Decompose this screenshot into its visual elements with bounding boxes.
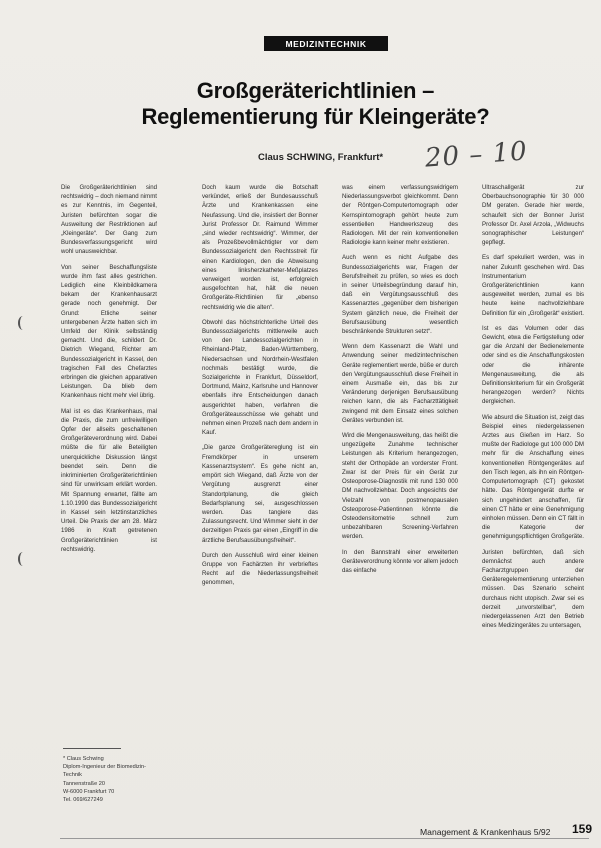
journal-footer: Management & Krankenhaus 5/92 bbox=[420, 827, 551, 837]
paragraph: Obwohl das höchstrichterliche Urteil des Bundessozialgerichts mittlerweile auch von den Landessozialgerichten in Rheinland-Pfalz, Baden-Württemberg, Niedersachsen und Nordrhein-Westfalen nochmals bestätigt wurde, die Sozialgerichte in Frankfurt, Düsseldorf, Dortmund, Mainz, Karlsruhe und Hannover ebenfalls ihre Entscheidungen danach ausgerichtet haben, verfahren die Großgeräteausschüsse wie gehabt und nehmen einen Prozeß nach dem andern in Kauf. bbox=[202, 318, 318, 437]
paragraph: „Die ganze Großgerätereglung ist ein Fremdkörper in unserem Kassenarztsystem“. Es gehe nicht an, empört sich Wiegand, daß Ärzte von der Vergütung ausgrenzt einer Standortplanung, die gleich Bedarfsplanung sei, ausgeschlossen werden. Das tangiere das Zulassungsrecht. Und Wimmer sieht in der derzeitigen Praxis gar einen „Eingriff in die ärztliche Berufsausübungsfreiheit“. bbox=[202, 444, 318, 544]
title-line-1: Großgeräterichtlinien – bbox=[196, 78, 435, 103]
author-footnote bbox=[63, 755, 163, 804]
paragraph: Auch wenn es nicht Aufgabe des Bundessozialgerichts war, Fragen der Berufsfreiheit zu prüfen, so wies es doch in seiner Urteilsbegründung darauf hin, daß ein Vergütungsausschluß des Kassenarztes „gegenüber dem bisherigen System gänzlich neue, die Freiheit der Berufsausübung wesentlich beschränkende Strukturen setzt“. bbox=[342, 254, 458, 336]
text-column-2 bbox=[202, 183, 318, 594]
paragraph: Juristen befürchten, daß sich demnächst auch andere Facharztgruppen der Geräteregelementierung unterziehen müssen. Das Szenario scheint durchaus nicht utopisch. Zwar sei es derzeit „unvorstellbar“, dem niedergelassenen Arzt den Betrieb eines Medizingerätes zu untersagen, bbox=[482, 548, 584, 630]
footnote-line: Tel. 069/627249 bbox=[63, 797, 103, 804]
paragraph: Mal ist es das Krankenhaus, mal die Praxis, die zum unfreiwilligen Opfer der allseits geschaltenen Großgeräteverordnung wird. Dabei müßte die für alle Beteiligten unerquickliche Diskussion längst beendet sein. Denn die inkriminierten Großgeräterichtlinien sind für unwirksam erklärt worden. Mit Spannung erwartet, fällte am 1.10.1990 das Bundessozialgericht in Kassel sein letztinstanzliches Urteil. Die Praxis der am 28. März 1986 in Kraft getretenen Großgeräterichtlinien ist rechtswidrig. bbox=[61, 407, 157, 553]
footnote-line: * Claus Schwing bbox=[63, 756, 104, 762]
paragraph: Durch den Ausschluß wird einer kleinen Gruppe von Fachärzten ihr verbrieftes Recht auf die Niederlassungsfreiheit genommen, bbox=[202, 551, 318, 587]
text-column-1 bbox=[61, 183, 157, 560]
paragraph: Es darf spekuliert werden, was in naher Zukunft geschehen wird. Das Instrumentarium Großgeräterichtlinien kann ausgeweitet werden, zumal es bis heute keine nachvollziehbare Definition für ein „Großgerät“ existiert. bbox=[482, 254, 584, 317]
punch-hole-mark bbox=[18, 316, 28, 330]
text-column-3 bbox=[342, 183, 458, 581]
paragraph: Wenn dem Kassenarzt die Wahl und Anwendung seiner medizintechnischen Geräte reglementiert werde, büße er durch den Vergütungsausschluß diese Freiheit in einem Ausmaße ein, das bis zur Veränderung derjenigen Berufsausübung reichen kann, die als Facharzttätigkeit zwingend mit dem Einsatz eines solchen Gerätes verbunden ist. bbox=[342, 343, 458, 424]
footnote-line: Technik bbox=[63, 772, 82, 779]
paragraph: Wird die Mengenausweitung, das heißt die ungezügelte Zunahme technischer Leistungen als Kriterium herangezogen, steht der Orthopäde an vorderster Front. Zwar ist der Preis für ein Gerät zur Osteoporose-Diagnostik mit rund 130 000 DM nachvollziehbar. Doch angesichts der Vielzahl von postmenopausalen Osteoporose-Patientinnen könnte die Osteodensitometrie schnell zum unbezahlbaren Screening-Verfahren werden. bbox=[342, 432, 458, 541]
title-line-2: Reglementierung für Kleingeräte? bbox=[141, 104, 490, 129]
paragraph: Ist es das Volumen oder das Gewicht, etwa die Fertigstellung oder gar die Anzahl der Bedienelemente oder sind es die Anschaffungskosten oder die inhärente Mengenausweitung, die als Definitionskriterium für ein Großgerät herangezogen werden? Nichts dergleichen. bbox=[482, 324, 584, 406]
page-number: 159 bbox=[572, 822, 593, 836]
article-title bbox=[70, 78, 561, 130]
footnote-line: Tannenstraße 20 bbox=[63, 780, 105, 787]
paragraph: Die Großgeräterichtlinien sind rechtswidrig – doch niemand nimmt es zur Kenntnis, im Gegenteil, Juristen befürchten sogar die Ausweitung der Restriktionen auf „Kleingeräte“. Der Gang zum Bundesverfassungsgericht wird wohl unausweichbar. bbox=[61, 184, 157, 256]
section-label: MEDIZINTECHNIK bbox=[264, 36, 388, 51]
footnote-divider bbox=[63, 748, 121, 749]
bottom-divider bbox=[60, 838, 589, 839]
punch-hole-mark bbox=[18, 552, 28, 566]
paragraph: In den Bannstrahl einer erweiterten Geräteverordnung könnte vor allem jedoch das einfache bbox=[342, 548, 458, 574]
text-column-4 bbox=[482, 183, 584, 636]
paragraph: Von seiner Beschaffungsliste wurde ihm fast alles gestrichen. Lediglich eine Kleinbildkamera bekam der Krankenhausarzt gerade noch genehmigt. Der Grund: Etliche seiner untergebenen Ärzte hatten sich im Umfeld der Klinik selbständig gemacht. Und die, schildert Dr. Dietrich Wiegand, Richter am Bundessozialgericht in Kassel, den tragischen Fall des Chefarztes erbringen die gleichen apparativen Leistungen. Da blieb dem Krankenhaus nicht mehr viel übrig. bbox=[61, 263, 157, 400]
paragraph: Doch kaum wurde die Botschaft verkündet, erließ der Bundesausschuß Ärzte und Krankenkassen eine Neufassung. Und die, insistiert der Bonner Jurist Professor Dr. Raimund Wimmer „sind wieder rechtswidrig“. Wimmer, der als Prozeßbevollmächtigter vor dem Bundessozialgericht den Rechtsstreit für einen Kardiologen, den die Abweisung eines linksherzkatheter-Meßplatzes verweigert worden ist, erfolgreich ausgefochten hat, hält die neuen Großgeräte-Richtlinien für „ebenso rechtswidrig wie die alten“. bbox=[202, 184, 318, 311]
paragraph: Ultraschallgerät zur Oberbauchsonographie für 30 000 DM geraten. Gerade hier werde, schaufelt sich der Bonner Jurist Professor Dr. Axel Arzola, „Widwuchs sonographischer Leistungen“ gepflegt. bbox=[482, 184, 584, 247]
paragraph: was einem verfassungswidrigem Niederlassungsverbot gleichkommt. Denn der Röntgen-Computertomograph oder Kernspintomograph gehört heute zum essentiellen Handwerkszeug des Radiologen. Mit der rein konventionellen Radiologie kann keiner mehr existieren. bbox=[342, 184, 458, 247]
footnote-line: W-6000 Frankfurt 70 bbox=[63, 788, 115, 795]
paragraph: Wie absurd die Situation ist, zeigt das Beispiel eines niedergelassenen Arztes aus Gießen im Harz. So mußte der Radiologe gut 100 000 DM mehr für die Anschaffung eines konventionellen Röntgengerätes auf den Tisch legen, als ihn ein Röntgen-Computertomograph (CT) gekostet hätte. Das Röntgengerät durfte er sich ungehindert anschaffen, für einen CT hätte er eine Genehmigung einholen müssen. Denn ein CT fällt in die Kategorie der genehmigungspflichtigen Großgeräte. bbox=[482, 413, 584, 541]
author-byline: Claus SCHWING, Frankfurt* bbox=[258, 152, 384, 163]
footnote-line: Diplom-Ingenieur der Biomedizin- bbox=[63, 764, 147, 771]
handwritten-annotation: 20 – 10 bbox=[424, 136, 529, 174]
